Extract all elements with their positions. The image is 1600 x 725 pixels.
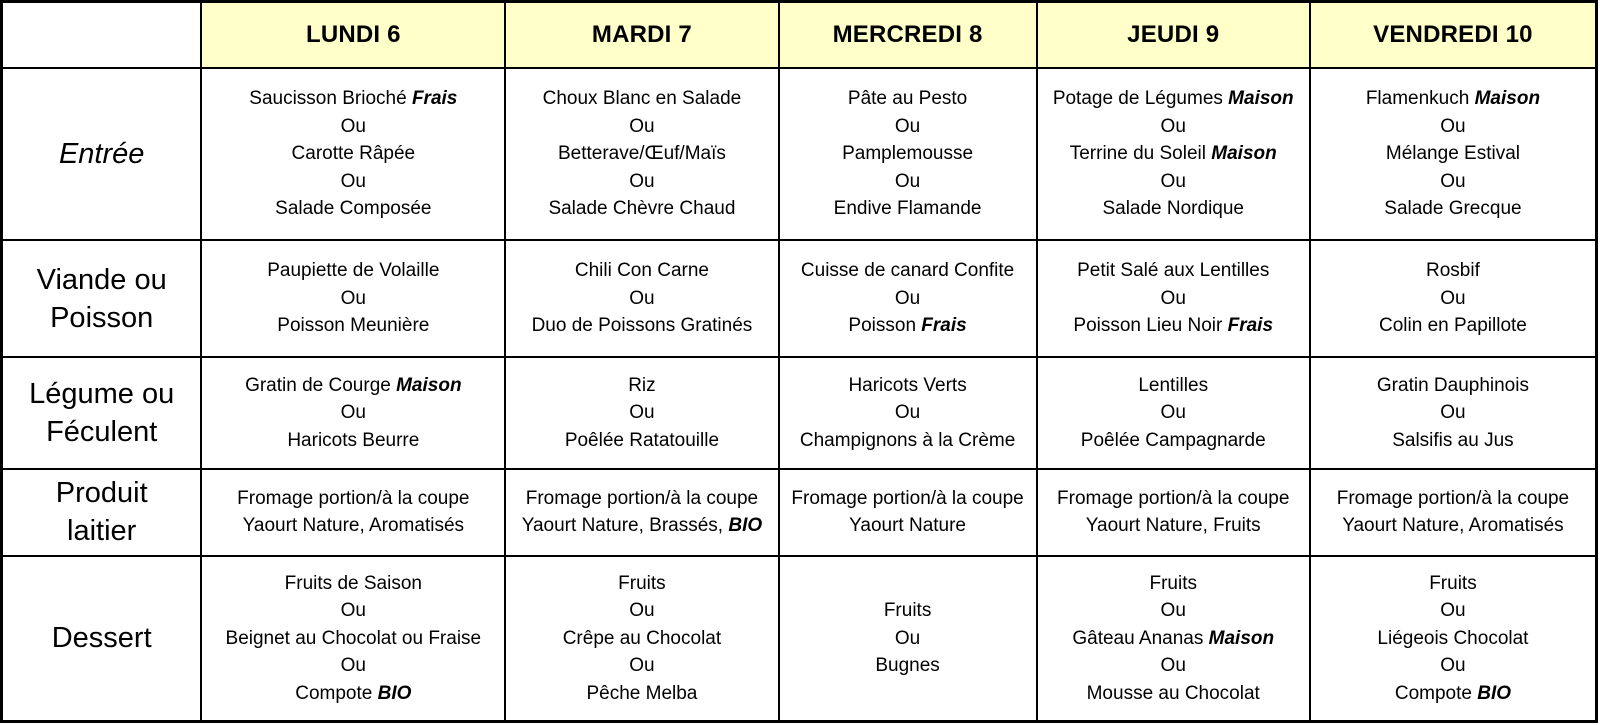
dish-tag: Maison [1474, 88, 1541, 110]
dish-text: Ou [629, 287, 655, 309]
dish-tag: Frais [1227, 315, 1274, 337]
dish-text: Ou [340, 600, 366, 622]
dish-line [506, 168, 777, 196]
dish-text: Salsifis au Jus [1392, 429, 1514, 451]
dish-line [1038, 85, 1309, 113]
dish-line [1311, 427, 1595, 455]
dish-text: Petit Salé aux Lentilles [1077, 260, 1270, 282]
dish-text: Gâteau Ananas [1072, 627, 1209, 649]
dish-text: Ou [1440, 115, 1466, 137]
dish-text: Fruits de Saison [284, 572, 422, 594]
dish-line [1038, 399, 1309, 427]
menu-cell-viande-poisson-vendredi [1310, 240, 1597, 357]
dish-line [1038, 625, 1309, 653]
dish-line [506, 597, 777, 625]
dish-text: Ou [1440, 600, 1466, 622]
menu-cell-legume-feculent-mercredi [779, 357, 1037, 469]
dish-line [1038, 597, 1309, 625]
dish-text: Ou [894, 627, 921, 649]
dish-text: Ou [629, 655, 655, 677]
dish-text: Poisson Meunière [277, 315, 430, 337]
dish-text: Betterave/Œuf/Maïs [557, 143, 726, 165]
dish-text: Fruits [1429, 572, 1477, 594]
dish-line [1311, 652, 1595, 680]
menu-cell-produit-laitier-mercredi [779, 469, 1037, 556]
dish-line [202, 399, 504, 427]
dish-line [506, 195, 777, 223]
dish-text: Ou [340, 115, 366, 137]
menu-cell-dessert-vendredi [1310, 556, 1597, 722]
dish-line [506, 427, 777, 455]
dish-line [1038, 285, 1309, 313]
dish-text: Riz [628, 374, 656, 396]
dish-line [202, 113, 504, 141]
menu-cell-entree-lundi [201, 68, 505, 241]
dish-line [506, 312, 777, 340]
dish-text: Gratin Dauphinois [1376, 374, 1529, 396]
dish-line [780, 113, 1036, 141]
menu-cell-produit-laitier-vendredi [1310, 469, 1597, 556]
category-label-line: Entrée [58, 137, 145, 170]
dish-line [506, 85, 777, 113]
menu-cell-entree-vendredi [1310, 68, 1597, 241]
dish-line [780, 652, 1036, 680]
menu-cell-legume-feculent-vendredi [1310, 357, 1597, 469]
dish-text: Saucisson Brioché [249, 88, 412, 110]
dish-line [202, 625, 504, 653]
dish-line [506, 285, 777, 313]
dish-text: Ou [629, 600, 655, 622]
dish-text: Fromage portion/à la coupe [237, 487, 470, 509]
category-label-line: Féculent [46, 415, 158, 448]
dish-text: Ou [1440, 170, 1466, 192]
menu-cell-produit-laitier-mardi [505, 469, 778, 556]
dish-text: Gratin de Courge [245, 374, 397, 396]
dish-text: Carotte Râpée [291, 143, 416, 165]
category-label-line: Dessert [51, 622, 152, 655]
dish-text: Ou [340, 287, 366, 309]
dish-text: Ou [1440, 287, 1466, 309]
dish-line [1311, 168, 1595, 196]
category-label-produit-laitier [2, 469, 202, 556]
dish-text: Salade Nordique [1102, 198, 1244, 220]
dish-line [202, 597, 504, 625]
dish-tag: BIO [728, 515, 763, 537]
day-header-vendredi: VENDREDI 10 [1310, 2, 1597, 68]
menu-cell-entree-mercredi [779, 68, 1037, 241]
dish-text: Chili Con Carne [574, 260, 709, 282]
dish-text: Ou [1160, 115, 1186, 137]
dish-text: Compote [1394, 682, 1478, 704]
dish-line [506, 485, 777, 513]
dish-text: Ou [1440, 655, 1466, 677]
menu-cell-legume-feculent-jeudi [1037, 357, 1310, 469]
dish-text: Yaourt Nature, Aromatisés [1342, 515, 1564, 537]
dish-line [1311, 597, 1595, 625]
dish-line [202, 372, 504, 400]
dish-line [202, 195, 504, 223]
menu-cell-legume-feculent-lundi [201, 357, 505, 469]
dish-text: Ou [1160, 170, 1186, 192]
menu-row-entree [2, 68, 1597, 241]
dish-text: Ou [629, 402, 655, 423]
dish-text: Salade Chèvre Chaud [548, 198, 736, 220]
dish-line [1038, 427, 1309, 455]
dish-text: Fromage portion/à la coupe [1336, 487, 1570, 509]
category-label-viande-poisson [2, 240, 202, 357]
dish-text: Fromage portion/à la coupe [525, 487, 759, 509]
dish-line [1038, 372, 1309, 400]
menu-cell-viande-poisson-mardi [505, 240, 778, 357]
dish-line [780, 427, 1036, 455]
dish-line [506, 113, 777, 141]
dish-text: Lentilles [1138, 374, 1209, 396]
dish-text: Duo de Poissons Gratinés [531, 315, 753, 337]
header-corner-cell [2, 2, 202, 68]
menu-cell-viande-poisson-jeudi [1037, 240, 1310, 357]
dish-text: Rosbif [1426, 260, 1480, 282]
dish-line [202, 485, 504, 513]
dish-line [1038, 195, 1309, 223]
dish-text: Beignet au Chocolat ou Fraise [225, 627, 482, 649]
day-header-jeudi: JEUDI 9 [1037, 2, 1310, 68]
dish-line [1038, 168, 1309, 196]
dish-line [1038, 140, 1309, 168]
menu-cell-entree-jeudi [1037, 68, 1310, 241]
dish-line [506, 625, 777, 653]
dish-text: Poêlée Campagnarde [1080, 429, 1266, 451]
dish-line [1311, 372, 1595, 400]
dish-line [1311, 195, 1595, 223]
dish-line [1038, 257, 1309, 285]
dish-line [1038, 652, 1309, 680]
menu-row-viande-poisson [2, 240, 1597, 357]
dish-line [1311, 512, 1595, 540]
dish-text: Compote [295, 682, 378, 704]
dish-text: Poisson [848, 315, 922, 337]
dish-line [202, 680, 504, 708]
dish-tag: Maison [1211, 143, 1277, 165]
menu-cell-legume-feculent-mardi [505, 357, 778, 469]
dish-text: Poisson Lieu Noir [1073, 315, 1228, 337]
dish-line [202, 652, 504, 680]
dish-line [202, 570, 504, 598]
dish-text: Fromage portion/à la coupe [791, 487, 1024, 509]
dish-text: Mousse au Chocolat [1086, 682, 1260, 704]
menu-cell-entree-mardi [505, 68, 778, 241]
dish-line [1038, 512, 1309, 540]
dish-line [202, 427, 504, 455]
menu-cell-produit-laitier-jeudi [1037, 469, 1310, 556]
menu-cell-dessert-jeudi [1037, 556, 1310, 722]
dish-text: Ou [340, 170, 366, 192]
category-label-line: Légume ou [29, 377, 175, 410]
dish-text: Ou [1160, 600, 1186, 622]
menu-row-legume-feculent [2, 357, 1597, 469]
dish-text: Haricots Beurre [287, 429, 420, 451]
dish-line [1311, 399, 1595, 427]
dish-text: Fromage portion/à la coupe [1057, 487, 1290, 509]
dish-line [1311, 257, 1595, 285]
dish-text: Pêche Melba [586, 682, 698, 704]
dish-text: Endive Flamande [833, 198, 982, 220]
dish-line [780, 625, 1036, 653]
dish-line [1038, 312, 1309, 340]
dish-text: Yaourt Nature, Fruits [1085, 515, 1261, 537]
day-header-row [2, 2, 1597, 68]
dish-text: Yaourt Nature [849, 515, 967, 537]
dish-text: Fruits [1149, 572, 1197, 594]
dish-text: Potage de Légumes [1052, 88, 1229, 110]
dish-line [1311, 312, 1595, 340]
dish-line [1311, 140, 1595, 168]
dish-tag: Maison [396, 374, 462, 396]
dish-text: Ou [340, 402, 366, 423]
dish-line [1311, 570, 1595, 598]
dish-text: Ou [629, 115, 655, 137]
dish-line [780, 195, 1036, 223]
dish-line [780, 485, 1036, 513]
dish-text: Bugnes [875, 655, 940, 677]
category-label-entree [2, 68, 202, 241]
dish-line [780, 597, 1036, 625]
dish-line [780, 512, 1036, 540]
dish-line [780, 312, 1036, 340]
dish-line [506, 512, 777, 540]
dish-line [1311, 113, 1595, 141]
dish-line [202, 140, 504, 168]
dish-line [506, 652, 777, 680]
dish-tag: Frais [411, 88, 458, 110]
dish-text: Haricots Verts [848, 374, 967, 396]
dish-line [506, 570, 777, 598]
dish-line [506, 372, 777, 400]
dish-line [202, 257, 504, 285]
menu-cell-produit-laitier-lundi [201, 469, 505, 556]
dish-line [506, 257, 777, 285]
dish-line [780, 285, 1036, 313]
dish-text: Crêpe au Chocolat [562, 627, 722, 649]
dish-text: Terrine du Soleil [1069, 143, 1212, 165]
dish-text: Ou [894, 402, 921, 423]
dish-text: Colin en Papillote [1379, 315, 1527, 337]
dish-text: Salade Composée [275, 198, 432, 220]
category-label-line: Produit [55, 477, 148, 510]
dish-line [1311, 680, 1595, 708]
dish-text: Fruits [883, 600, 932, 622]
dish-line [202, 312, 504, 340]
category-label-legume-feculent [2, 357, 202, 469]
category-label-line: laitier [67, 515, 137, 548]
menu-body [2, 68, 1597, 722]
day-header-lundi: LUNDI 6 [201, 2, 505, 68]
dish-line [780, 85, 1036, 113]
dish-text: Yaourt Nature, Aromatisés [242, 515, 465, 537]
dish-text: Mélange Estival [1385, 143, 1520, 165]
category-label-line: Poisson [50, 301, 154, 334]
dish-text: Cuisse de canard Confite [800, 260, 1015, 282]
day-header-mardi: MARDI 7 [505, 2, 778, 68]
dish-line [1311, 285, 1595, 313]
dish-tag: BIO [1477, 682, 1512, 704]
dish-tag: Maison [1228, 88, 1294, 110]
dish-text: Ou [340, 655, 366, 677]
dish-line [1038, 113, 1309, 141]
dish-line [506, 399, 777, 427]
menu-cell-viande-poisson-lundi [201, 240, 505, 357]
dish-line [780, 257, 1036, 285]
dish-line [1038, 485, 1309, 513]
category-label-dessert [2, 556, 202, 722]
dish-line [1311, 485, 1595, 513]
dish-line [1311, 625, 1595, 653]
dish-text: Ou [1160, 287, 1186, 309]
dish-text: Ou [629, 170, 655, 192]
dish-line [1038, 680, 1309, 708]
dish-line [1038, 570, 1309, 598]
dish-text: Fruits [618, 572, 666, 594]
dish-line [506, 140, 777, 168]
menu-row-produit-laitier [2, 469, 1597, 556]
menu-cell-dessert-mercredi [779, 556, 1037, 722]
dish-line [780, 372, 1036, 400]
dish-text: Choux Blanc en Salade [542, 88, 742, 110]
dish-tag: BIO [377, 682, 412, 704]
dish-line [202, 85, 504, 113]
dish-text: Salade Grecque [1384, 198, 1522, 220]
dish-text: Liégeois Chocolat [1377, 627, 1529, 649]
menu-cell-dessert-lundi [201, 556, 505, 722]
dish-text: Yaourt Nature, Brassés, [521, 515, 729, 537]
dish-line [780, 140, 1036, 168]
dish-text: Paupiette de Volaille [267, 260, 440, 282]
dish-line [202, 512, 504, 540]
dish-tag: Frais [921, 315, 967, 337]
dish-line [1311, 85, 1595, 113]
dish-line [780, 168, 1036, 196]
dish-text: Ou [894, 115, 921, 137]
dish-tag: Maison [1208, 627, 1275, 649]
menu-row-dessert [2, 556, 1597, 722]
dish-text: Champignons à la Crème [799, 429, 1016, 451]
dish-text: Ou [1160, 402, 1186, 423]
dish-text: Ou [894, 170, 921, 192]
dish-line [506, 680, 777, 708]
dish-text: Pamplemousse [842, 143, 974, 165]
day-header-mercredi: MERCREDI 8 [779, 2, 1037, 68]
dish-text: Flamenkuch [1365, 88, 1475, 110]
category-label-line: Viande ou [36, 263, 167, 296]
dish-line [202, 285, 504, 313]
menu-cell-viande-poisson-mercredi [779, 240, 1037, 357]
dish-line [202, 168, 504, 196]
dish-text: Pâte au Pesto [847, 88, 968, 110]
dish-text: Ou [1160, 655, 1186, 677]
dish-line [780, 399, 1036, 427]
dish-text: Poêlée Ratatouille [564, 429, 720, 451]
dish-text: Ou [894, 287, 921, 309]
dish-text: Ou [1440, 402, 1466, 423]
menu-cell-dessert-mardi [505, 556, 778, 722]
